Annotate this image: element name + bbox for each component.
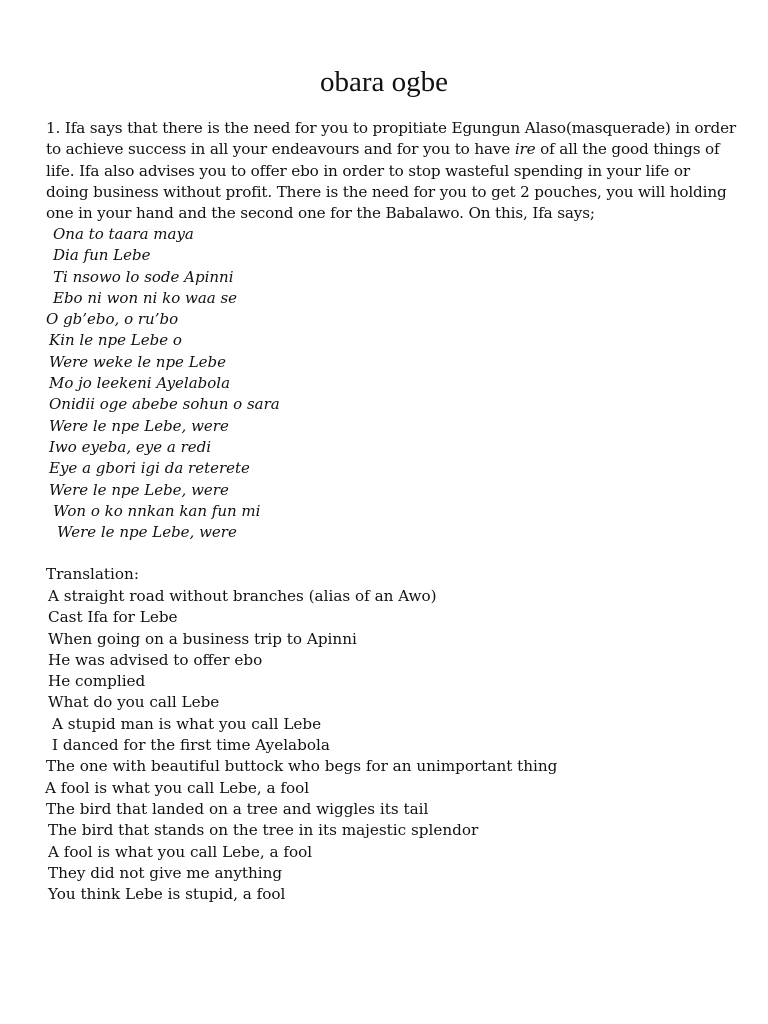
translation-line: You think Lebe is stupid, a fool — [48, 885, 286, 904]
translation-line: The one with beautiful buttock who begs for an unimportant thing — [46, 757, 558, 776]
translation-line: When going on a business trip to Apinni — [48, 629, 357, 648]
translation-line: They did not give me anything — [48, 863, 283, 882]
translation-line: The bird that landed on a tree and wiggles its tail — [46, 799, 429, 818]
translation-list — [0, 586, 768, 905]
verse-line: Ona to taara maya — [53, 225, 194, 243]
verse-line: Eye a gbori igi da reterete — [49, 459, 250, 478]
verse-line: Kin le npe Lebe o — [49, 331, 182, 350]
document-title: obara ogbe — [319, 66, 449, 98]
translation-line: He was advised to offer ebo — [48, 650, 263, 669]
verse-line: Were le npe Lebe, were — [49, 416, 229, 435]
verse-line: Iwo eyeba, eye a redi — [49, 437, 212, 456]
intro-paragraph — [46, 118, 736, 224]
translation-line: A fool is what you call Lebe, a fool — [45, 778, 310, 797]
verse-line: Dia fun Lebe — [53, 246, 151, 265]
verse-line: Onidii oge abebe sohun o sara — [49, 395, 280, 414]
verse-line: Were weke le npe Lebe — [49, 352, 227, 371]
yoruba-verse — [0, 224, 768, 543]
translation-line: A fool is what you call Lebe, a fool — [48, 842, 313, 861]
translation-line: I danced for the first time Ayelabola — [52, 736, 330, 755]
translation-line: What do you call Lebe — [48, 693, 220, 712]
verse-line: Were le npe Lebe, were — [57, 523, 237, 542]
verse-line: Were le npe Lebe, were — [49, 480, 229, 499]
verse-line: O gb’ebo, o ru’bo — [46, 310, 179, 329]
verse-line: Won o ko nnkan kan fun mi — [53, 501, 261, 520]
intro-text-part-1: 1. Ifa says that there is the need for you to propitiate Egungun Alaso(masquerade) in order to achieve success in all your endeavours and for you to have — [46, 119, 737, 159]
translation-line: The bird that stands on the tree in its majestic splendor — [48, 821, 479, 840]
verse-line: Ebo ni won ni ko waa se — [53, 288, 238, 307]
translation-line: A stupid man is what you call Lebe — [52, 714, 322, 733]
translation-line: A straight road without branches (alias of an Awo) — [48, 587, 437, 605]
verse-line: Mo jo leekeni Ayelabola — [49, 374, 231, 393]
verse-line: Ti nsowo lo sode Apinni — [53, 267, 234, 286]
translation-heading: Translation: — [46, 565, 139, 583]
intro-text-part-2: of all the good things of life. Ifa also advises you to offer ebo in order to stop wasteful spending in your life or doing business without profit. There is the need for you to get 2 pouches, you will holding one in your hand and the second one for the Babalawo. On this, Ifa says; — [46, 140, 727, 223]
translation-line: Cast Ifa for Lebe — [48, 608, 178, 627]
intro-italic-word: ire — [514, 140, 536, 159]
translation-line: He complied — [48, 672, 146, 691]
